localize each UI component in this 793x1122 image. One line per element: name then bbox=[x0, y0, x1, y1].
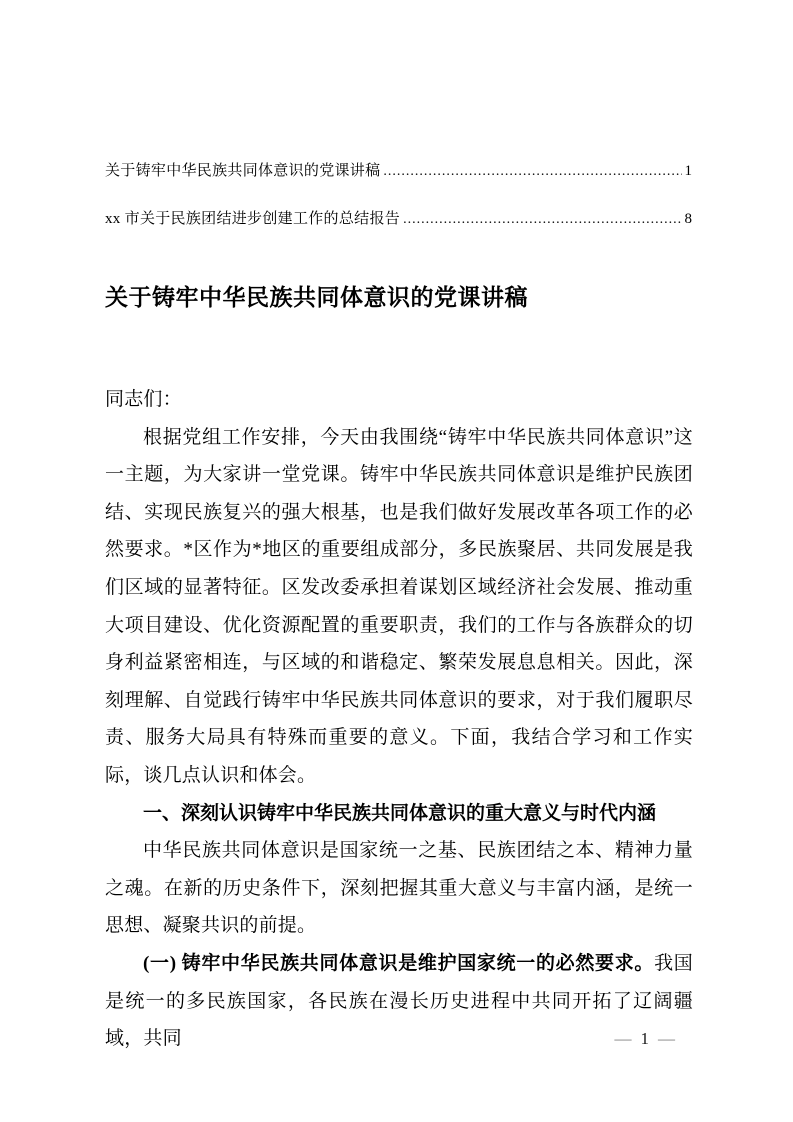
toc-entry[interactable] bbox=[105, 208, 692, 231]
paragraph-point-1-lead: (一) 铸牢中华民族共同体意识是维护国家统一的必然要求。 bbox=[143, 952, 655, 974]
toc-dot-leader bbox=[383, 160, 681, 183]
footer-dash-left: — bbox=[614, 1029, 632, 1048]
table-of-contents bbox=[105, 160, 692, 231]
toc-entry-title[interactable]: xx 市关于民族团结进步创建工作的总结报告 bbox=[105, 211, 401, 227]
document-body bbox=[105, 381, 693, 1058]
toc-dot-leader bbox=[403, 208, 681, 231]
document-title: 关于铸牢中华民族共同体意识的党课讲稿 bbox=[105, 284, 528, 310]
toc-entry[interactable] bbox=[105, 160, 692, 183]
section-heading-1: 一、深刻认识铸牢中华民族共同体意识的重大意义与时代内涵 bbox=[143, 802, 657, 824]
footer-dash-right: — bbox=[658, 1029, 675, 1048]
salutation: 同志们： bbox=[105, 389, 182, 410]
toc-entry-page-number[interactable]: 1 bbox=[684, 163, 692, 179]
toc-entry-page-number[interactable]: 8 bbox=[684, 211, 692, 227]
page-footer bbox=[615, 1028, 676, 1050]
paragraph-significance: 中华民族共同体意识是国家统一之基、民族团结之本、精神力量之魂。在新的历史条件下，深刻把握其重大意义与丰富内涵，是统一思想、凝聚共识的前提。 bbox=[105, 840, 693, 937]
toc-entry-title[interactable]: 关于铸牢中华民族共同体意识的党课讲稿 bbox=[105, 163, 381, 179]
paragraph-intro: 根据党组工作安排，今天由我围绕“铸牢中华民族共同体意识”这一主题，为大家讲一堂党课。铸牢中华民族共同体意识是维护民族团结、实现民族复兴的强大根基，也是我们做好发展改革各项工作的必然要求。*区作为*地区的重要组成部分，多民族聚居、共同发展是我们区域的显著特征。区发改委承担着谋划区域经济社会发展、推动重大项目建设、优化资源配置的重要职责，我们的工作与各族群众的切身利益紧密相连，与区域的和谐稳定、繁荣发展息息相关。因此，深刻理解、自觉践行铸牢中华民族共同体意识的要求，对于我们履职尽责、服务大局具有特殊而重要的意义。下面，我结合学习和工作实际，谈几点认识和体会。 bbox=[105, 426, 693, 786]
footer-page-number: 1 bbox=[640, 1029, 649, 1048]
paragraph-point-1 bbox=[105, 945, 693, 1058]
paragraph-point-1-text: 我国是统一的多民族国家，各民族在漫长历史进程中共同开拓了辽阔疆域，共同 bbox=[105, 952, 693, 1050]
